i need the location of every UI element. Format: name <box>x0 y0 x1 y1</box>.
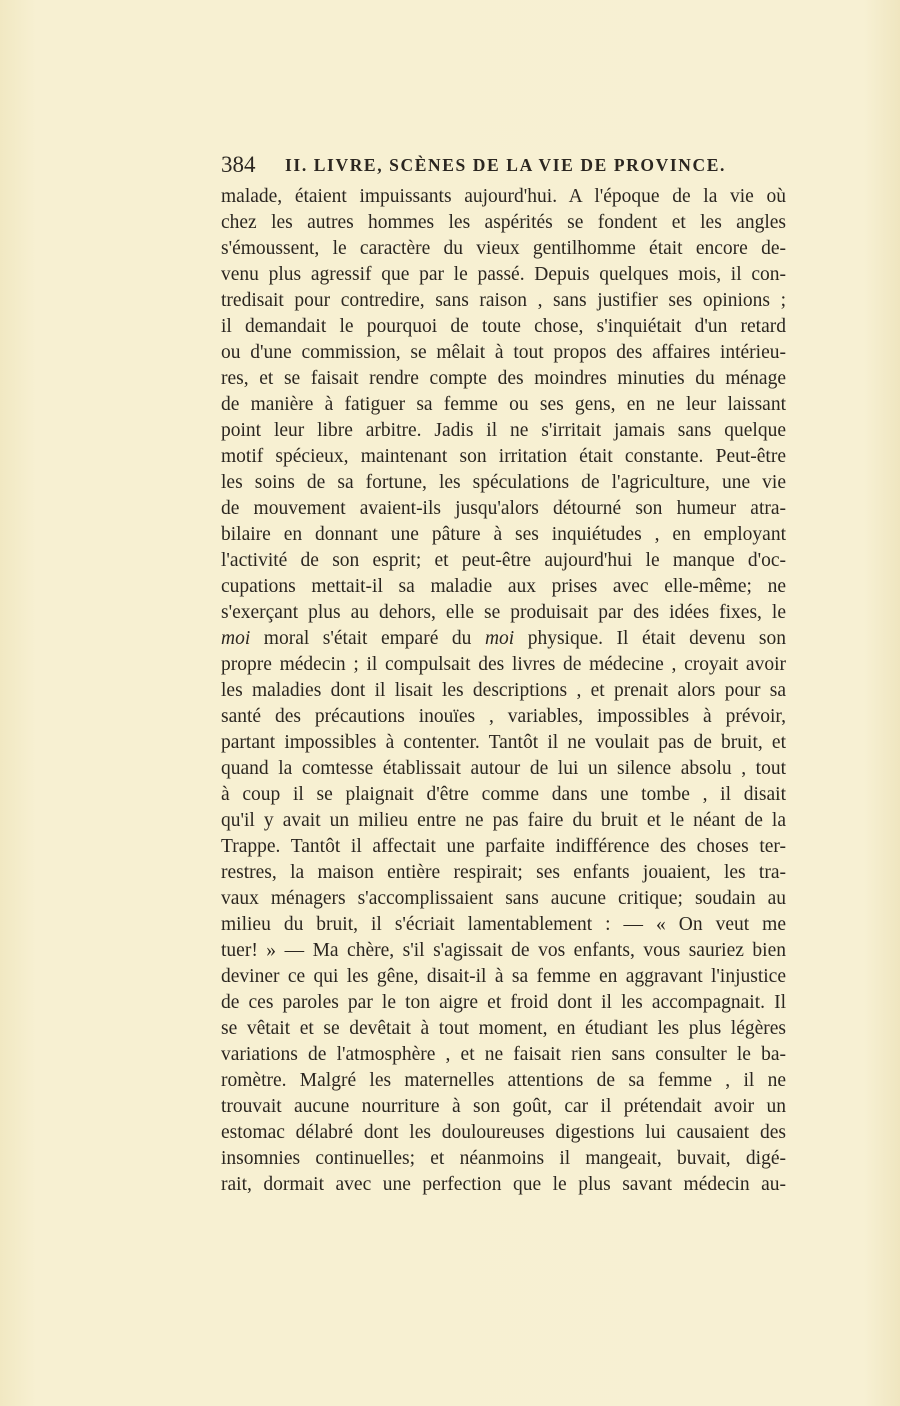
text-line-with-italics <box>221 626 786 652</box>
text-line: chez les autres hommes les aspérités se fondent et les angles <box>221 212 786 233</box>
body-text <box>221 184 786 1198</box>
text-line: l'activité de son esprit; et peut-être aujourd'hui le manque d'oc- <box>221 550 786 571</box>
italic-word: moi <box>221 628 251 649</box>
text-line: de ces paroles par le ton aigre et froid dont il les accompagnait. Il <box>221 992 786 1013</box>
running-title: II. LIVRE, SCÈNES DE LA VIE DE PROVINCE. <box>285 155 726 175</box>
text-line: vaux ménagers s'accomplissaient sans aucune critique; soudain au <box>221 888 786 909</box>
text-line: quand la comtesse établissait autour de lui un silence absolu , tout <box>221 758 786 779</box>
text-line: de manière à fatiguer sa femme ou ses gens, en ne leur laissant <box>221 394 786 415</box>
text-line: venu plus agressif que par le passé. Depuis quelques mois, il con- <box>221 264 786 285</box>
text-line: les maladies dont il lisait les descriptions , et prenait alors pour sa <box>221 680 786 701</box>
text-line: partant impossibles à contenter. Tantôt il ne voulait pas de bruit, et <box>221 732 786 753</box>
text-line: romètre. Malgré les maternelles attentions de sa femme , il ne <box>221 1070 786 1091</box>
text-line: propre médecin ; il compulsait des livres de médecine , croyait avoir <box>221 654 786 675</box>
text-line: s'émoussent, le caractère du vieux gentilhomme était encore de- <box>221 238 786 259</box>
text-line: Trappe. Tantôt il affectait une parfaite indifférence des choses ter- <box>221 836 786 857</box>
text-line: variations de l'atmosphère , et ne faisait rien sans consulter le ba- <box>221 1044 786 1065</box>
text-line: se vêtait et se devêtait à tout moment, en étudiant les plus légères <box>221 1018 786 1039</box>
text-fragment: physique. Il était devenu son <box>514 628 786 649</box>
text-line: trouvait aucune nourriture à son goût, car il prétendait avoir un <box>221 1096 786 1117</box>
text-line: à coup il se plaignait d'être comme dans une tombe , il disait <box>221 784 786 805</box>
text-line: malade, étaient impuissants aujourd'hui. A l'époque de la vie où <box>221 186 786 207</box>
text-line: s'exerçant plus au dehors, elle se produisait par des idées fixes, le <box>221 602 786 623</box>
text-line: les soins de sa fortune, les spéculations de l'agriculture, une vie <box>221 472 786 493</box>
text-line: tuer! » — Ma chère, s'il s'agissait de vos enfants, vous sauriez bien <box>221 940 786 961</box>
text-line: cupations mettait-il sa maladie aux prises avec elle-même; ne <box>221 576 786 597</box>
text-line: insomnies continuelles; et néanmoins il mangeait, buvait, digé- <box>221 1148 786 1169</box>
text-line: santé des précautions inouïes , variables, impossibles à prévoir, <box>221 706 786 727</box>
text-line: qu'il y avait un milieu entre ne pas faire du bruit et le néant de la <box>221 810 786 831</box>
text-line: milieu du bruit, il s'écriait lamentablement : — « On veut me <box>221 914 786 935</box>
page-header <box>221 150 786 180</box>
text-line: point leur libre arbitre. Jadis il ne s'irritait jamais sans quelque <box>221 420 786 441</box>
text-line: estomac délabré dont les douloureuses digestions lui causaient des <box>221 1122 786 1143</box>
text-line: il demandait le pourquoi de toute chose, s'inquiétait d'un retard <box>221 316 786 337</box>
text-line: de mouvement avaient-ils jusqu'alors détourné son humeur atra- <box>221 498 786 519</box>
text-fragment: moral s'était emparé du <box>250 628 485 649</box>
text-line: res, et se faisait rendre compte des moindres minuties du ménage <box>221 368 786 389</box>
text-line: motif spécieux, maintenant son irritation était constante. Peut-être <box>221 446 786 467</box>
text-line: ou d'une commission, se mêlait à tout propos des affaires intérieu- <box>221 342 786 363</box>
text-line: bilaire en donnant une pâture à ses inquiétudes , en employant <box>221 524 786 545</box>
text-line: rait, dormait avec une perfection que le plus savant médecin au- <box>221 1174 786 1195</box>
text-line: tredisait pour contredire, sans raison , sans justifier ses opinions ; <box>221 290 786 311</box>
text-line: deviner ce qui les gêne, disait-il à sa femme en aggravant l'injustice <box>221 966 786 987</box>
page-number: 384 <box>221 152 256 177</box>
text-line: restres, la maison entière respirait; ses enfants jouaient, les tra- <box>221 862 786 883</box>
italic-word: moi <box>484 628 515 649</box>
